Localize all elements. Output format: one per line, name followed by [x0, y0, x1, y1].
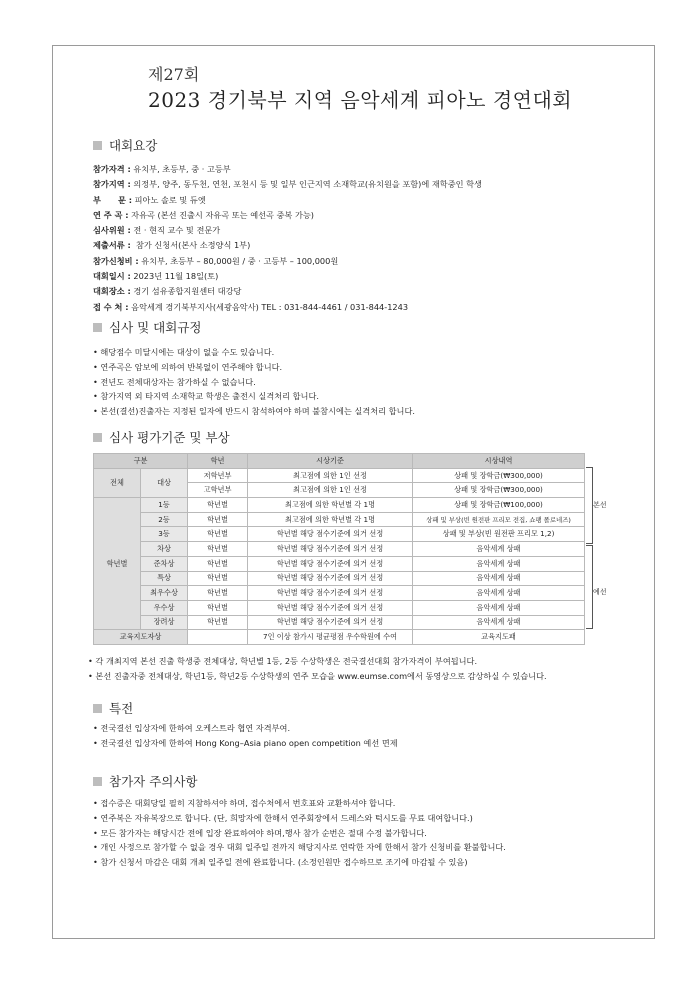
prize-cell: 최우수상	[141, 586, 188, 601]
overview-list	[93, 162, 482, 315]
reward-cell: 상패 및 장학금(₩300,000)	[413, 468, 585, 483]
daesang-cell: 대상	[141, 468, 188, 497]
rules-list	[93, 345, 415, 419]
table-notes	[88, 654, 547, 684]
grade-cell: 저학년부	[188, 468, 248, 483]
caution-item: • 개인 사정으로 참가할 수 없을 경우 대회 일주일 전까지 해당지사로 연락한 자에 한해서 참가 신청비를 환불합니다.	[93, 842, 506, 853]
grade-cell-empty	[188, 630, 248, 645]
reward-cell: 음악세계 상패	[413, 542, 585, 557]
table-row	[94, 600, 585, 615]
rule-item: • 연주곡은 암보에 의하여 반복없이 연주해야 합니다.	[93, 361, 283, 372]
overview-item-fee: 참가신청비 : 유치부, 초등부 – 80,000원 / 중 · 고등부 – 100,000원	[93, 255, 339, 266]
reward-cell: 음악세계 상패	[413, 571, 585, 586]
criteria-cell: 학년별 해당 점수기준에 의거 선정	[248, 571, 413, 586]
grade-cell: 학년별	[188, 498, 248, 513]
grade-cell: 학년별	[188, 586, 248, 601]
table-row	[94, 468, 585, 483]
table-row	[94, 512, 585, 527]
prize-cell: 2등	[141, 512, 188, 527]
rule-item: • 해당점수 미달시에는 대상이 없을 수도 있습니다.	[93, 347, 275, 357]
overview-item-documents: 제출서류 : 참가 신청서(본사 소정양식 1부)	[93, 240, 251, 251]
reward-cell: 음악세계 상패	[413, 615, 585, 630]
header-reward: 시상내역	[413, 454, 585, 469]
reward-cell: 교육지도패	[413, 630, 585, 645]
benefit-item: • 전국결선 입상자에 한하여 오케스트라 협연 자격부여.	[93, 723, 291, 733]
prize-cell: 특상	[141, 571, 188, 586]
overview-item-venue: 대회장소 : 경기 섬유종합지원센터 대강당	[93, 286, 242, 297]
reward-cell: 음악세계 상패	[413, 586, 585, 601]
rule-item: • 참가지역 외 타지역 소재학교 학생은 출전시 실격처리 합니다.	[93, 391, 319, 402]
header-category: 구분	[94, 454, 188, 469]
prize-cell: 차상	[141, 542, 188, 557]
criteria-cell: 최고점에 의한 1인 선정	[248, 483, 413, 498]
section-criteria-heading: 심사 평가기준 및 부상	[93, 428, 230, 446]
reward-cell: 상패 및 부상(빈 원전판 프리모 전집, 쇼팽 폴로네즈)	[413, 512, 585, 527]
reward-cell: 상패 및 장학금(₩300,000)	[413, 483, 585, 498]
criteria-cell: 학년별 해당 점수기준에 의거 선정	[248, 556, 413, 571]
reward-cell: 음악세계 상패	[413, 556, 585, 571]
square-bullet-icon	[93, 433, 102, 442]
grade-cell: 학년별	[188, 600, 248, 615]
table-row	[94, 571, 585, 586]
reward-cell: 음악세계 상패	[413, 600, 585, 615]
group-grade-cell: 학년별	[94, 498, 141, 630]
caution-item: • 연주복은 자유복장으로 합니다. (단, 희망자에 한해서 연주회장에서 드레스와 턱시도를 무료 대여합니다.)	[93, 812, 473, 823]
prize-cell: 장려상	[141, 615, 188, 630]
criteria-cell: 학년별 해당 점수기준에 의거 선정	[248, 600, 413, 615]
grade-cell: 학년별	[188, 615, 248, 630]
benefits-list	[93, 721, 398, 751]
prize-cell: 3등	[141, 527, 188, 542]
square-bullet-icon	[93, 704, 102, 713]
square-bullet-icon	[93, 141, 102, 150]
header-criteria: 시상기준	[248, 454, 413, 469]
table-row	[94, 556, 585, 571]
table-note-item: • 각 개최지역 본선 진출 학생중 전체대상, 학년별 1등, 2등 수상학생은 전국결선대회 참가자격이 부여됩니다.	[88, 656, 478, 666]
caution-item: • 접수증은 대회당일 필히 지참하셔야 하며, 접수처에서 번호표와 교환하셔야 합니다.	[93, 798, 396, 808]
caution-item: • 참가 신청서 마감은 대회 개최 일주일 전에 완료합니다. (소정인원만 접수하므로 조기에 마감될 수 있음)	[93, 857, 468, 868]
section-overview-heading: 대회요강	[93, 136, 157, 154]
prize-cell: 준차상	[141, 556, 188, 571]
grade-cell: 학년별	[188, 512, 248, 527]
grade-cell: 학년별	[188, 571, 248, 586]
reward-cell: 상패 및 부상(빈 원전판 프리모 1,2)	[413, 527, 585, 542]
prelim-bracket-label: 예선	[593, 588, 607, 596]
rule-item: • 본선(결선)진출자는 지정된 일자에 반드시 참석하여야 하며 불참시에는 실격처리 합니다.	[93, 406, 415, 417]
overview-item-division: 부 문 : 피아노 솔로 및 듀엣	[93, 194, 206, 205]
section-benefits-heading: 특전	[93, 699, 133, 717]
group-all-cell: 전체	[94, 468, 141, 497]
table-header-row	[94, 454, 585, 469]
page-title: 2023 경기북부 지역 음악세계 피아노 경연대회	[148, 88, 573, 112]
criteria-cell: 7인 이상 참가시 평균평점 우수학원에 수여	[248, 630, 413, 645]
table-row	[94, 527, 585, 542]
rule-item: • 전년도 전체대상자는 참가하실 수 없습니다.	[93, 376, 256, 387]
table-row	[94, 615, 585, 630]
square-bullet-icon	[93, 323, 102, 332]
criteria-cell: 학년별 해당 점수기준에 의거 선정	[248, 527, 413, 542]
caution-item: • 모든 참가자는 해당시간 전에 입장 완료하여야 하며,행사 참가 순번은 절대 수정 불가합니다.	[93, 827, 427, 838]
overview-item-contact: 접 수 처 : 음악세계 경기북부지사(세광음악사) TEL : 031-844-4461 / 031-844-1243	[93, 301, 409, 312]
table-row	[94, 542, 585, 557]
overview-item-repertoire: 연 주 곡 : 자유곡 (본선 진출시 자유곡 또는 예선곡 중복 가능)	[93, 209, 314, 220]
section-cautions-heading: 참가자 주의사항	[93, 772, 198, 790]
criteria-cell: 최고점에 의한 학년별 각 1명	[248, 498, 413, 513]
prize-cell: 교육지도자상	[94, 630, 188, 645]
square-bullet-icon	[93, 777, 102, 786]
awards-table	[93, 453, 585, 645]
grade-cell: 학년별	[188, 527, 248, 542]
criteria-cell: 학년별 해당 점수기준에 의거 선정	[248, 586, 413, 601]
section-rules-heading: 심사 및 대회규정	[93, 318, 201, 336]
criteria-cell: 최고점에 의한 학년별 각 1명	[248, 512, 413, 527]
overview-item-region: 참가지역 : 의정부, 양주, 동두천, 연천, 포천시 등 및 일부 인근지역 소재학교(유치원을 포함)에 재학중인 학생	[93, 179, 482, 190]
table-row	[94, 498, 585, 513]
header-grade: 학년	[188, 454, 248, 469]
prelim-bracket	[586, 545, 593, 629]
table-note-item: • 본선 진출자중 전체대상, 학년1등, 학년2등 수상학생의 연주 모습을 www.eumse.com에서 동영상으로 감상하실 수 있습니다.	[88, 671, 547, 681]
edition-label: 제27회	[148, 65, 200, 84]
overview-item-eligibility: 참가자격 : 유치부, 초등부, 중 · 고등부	[93, 164, 231, 174]
overview-item-judges: 심사위원 : 전 · 현직 교수 및 전문가	[93, 225, 221, 236]
criteria-cell: 최고점에 의한 1인 선정	[248, 468, 413, 483]
reward-cell: 상패 및 장학금(₩100,000)	[413, 498, 585, 513]
benefit-item: • 전국결선 입상자에 한하여 Hong Kong–Asia piano open competition 예선 면제	[93, 737, 398, 748]
final-bracket	[586, 467, 593, 544]
grade-cell: 고학년부	[188, 483, 248, 498]
table-row	[94, 586, 585, 601]
prize-cell: 1등	[141, 498, 188, 513]
prize-cell: 우수상	[141, 600, 188, 615]
final-bracket-label: 본선	[593, 501, 607, 509]
cautions-list	[93, 796, 506, 870]
criteria-cell: 학년별 해당 점수기준에 의거 선정	[248, 542, 413, 557]
criteria-cell: 학년별 해당 점수기준에 의거 선정	[248, 615, 413, 630]
grade-cell: 학년별	[188, 542, 248, 557]
overview-item-date: 대회일시 : 2023년 11월 18일(토)	[93, 271, 219, 282]
table-row-teacher	[94, 630, 585, 645]
grade-cell: 학년별	[188, 556, 248, 571]
